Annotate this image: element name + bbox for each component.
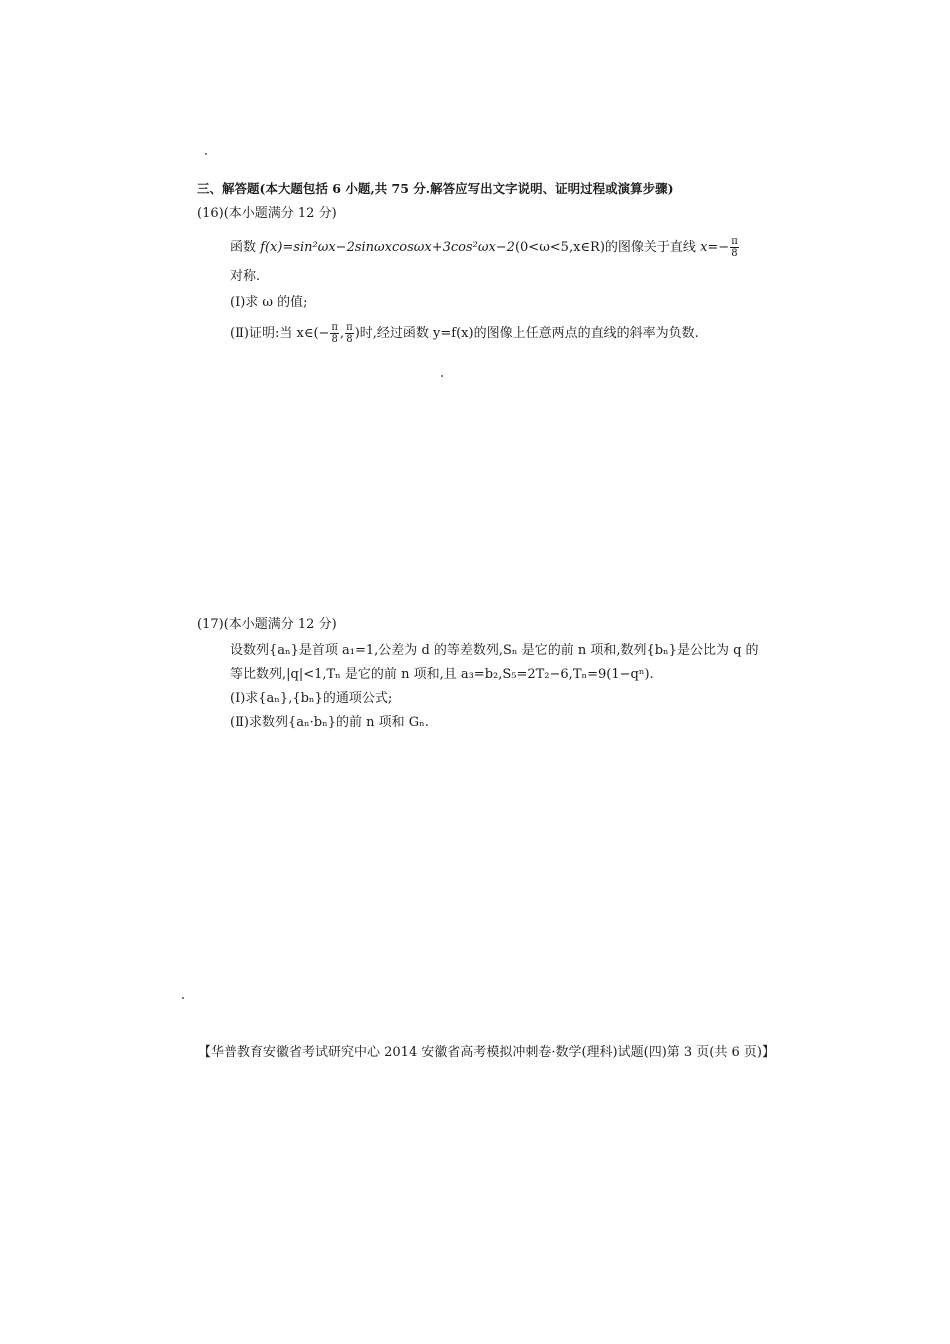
q16-part2-prefix: (Ⅱ)证明:当 x∈(− [230,326,330,341]
q16-stem-tail: 对称. [230,269,261,284]
q16-stem-mid: 的图像关于直线 [604,240,696,255]
fraction-numerator: π [731,236,738,247]
q16-line-x: x=− [700,240,730,255]
fraction-pi-over-8 [345,322,354,345]
q17-header [197,616,337,634]
page-footer: 【华普教育安徽省考试研究中心 2014 安徽省高考模拟冲刺卷·数学(理科)试题(四)第 3 页(共 6 页)】 [198,1045,775,1060]
scan-speck [205,153,207,155]
fraction-denominator: 8 [346,334,353,345]
q16-header [197,205,337,223]
q17-part2: (Ⅱ)求数列{aₙ·bₙ}的前 n 项和 Gₙ. [230,715,429,730]
q16-part2 [230,322,699,345]
q17-number: (17) [197,617,224,632]
q16-number: (16) [197,206,224,221]
q16-stem [230,236,740,259]
q16-part2-suffix: )时,经过函数 y=f(x)的图像上任意两点的直线的斜率为负数. [354,326,699,341]
q16-part2-comma: , [340,326,345,341]
scan-speck [182,997,184,999]
q16-function: f(x)=sin²ωx−2sinωxcosωx+3cos²ωx−2 [260,240,515,255]
fraction-pi-over-8 [330,322,339,345]
q17-score: (本小题满分 12 分) [223,617,337,632]
q17-line1: 设数列{aₙ}是首项 a₁=1,公差为 d 的等差数列,Sₙ 是它的前 n 项和,数列{bₙ}是公比为 q 的 [230,643,759,658]
fraction-numerator: π [331,322,338,333]
fraction-denominator: 8 [331,334,338,345]
q16-condition: (0<ω<5,x∈R) [514,240,605,255]
q16-part1: (Ⅰ)求 ω 的值; [230,295,308,310]
q17-line2: 等比数列,|q|<1,Tₙ 是它的前 n 项和,且 a₃=b₂,S₅=2T₂−6,Tₙ=9(1−qⁿ). [230,667,654,682]
q17-part1: (Ⅰ)求{aₙ},{bₙ}的通项公式; [230,691,393,706]
fraction-pi-over-8 [730,236,739,259]
scan-speck [441,375,443,377]
fraction-numerator: π [346,322,353,333]
q16-score: (本小题满分 12 分) [223,206,337,221]
fraction-denominator: 8 [731,248,738,259]
q16-stem-prefix: 函数 [230,240,257,255]
section-heading: 三、解答题(本大题包括 6 小题,共 75 分.解答应写出文字说明、证明过程或演算步骤) [197,181,674,196]
